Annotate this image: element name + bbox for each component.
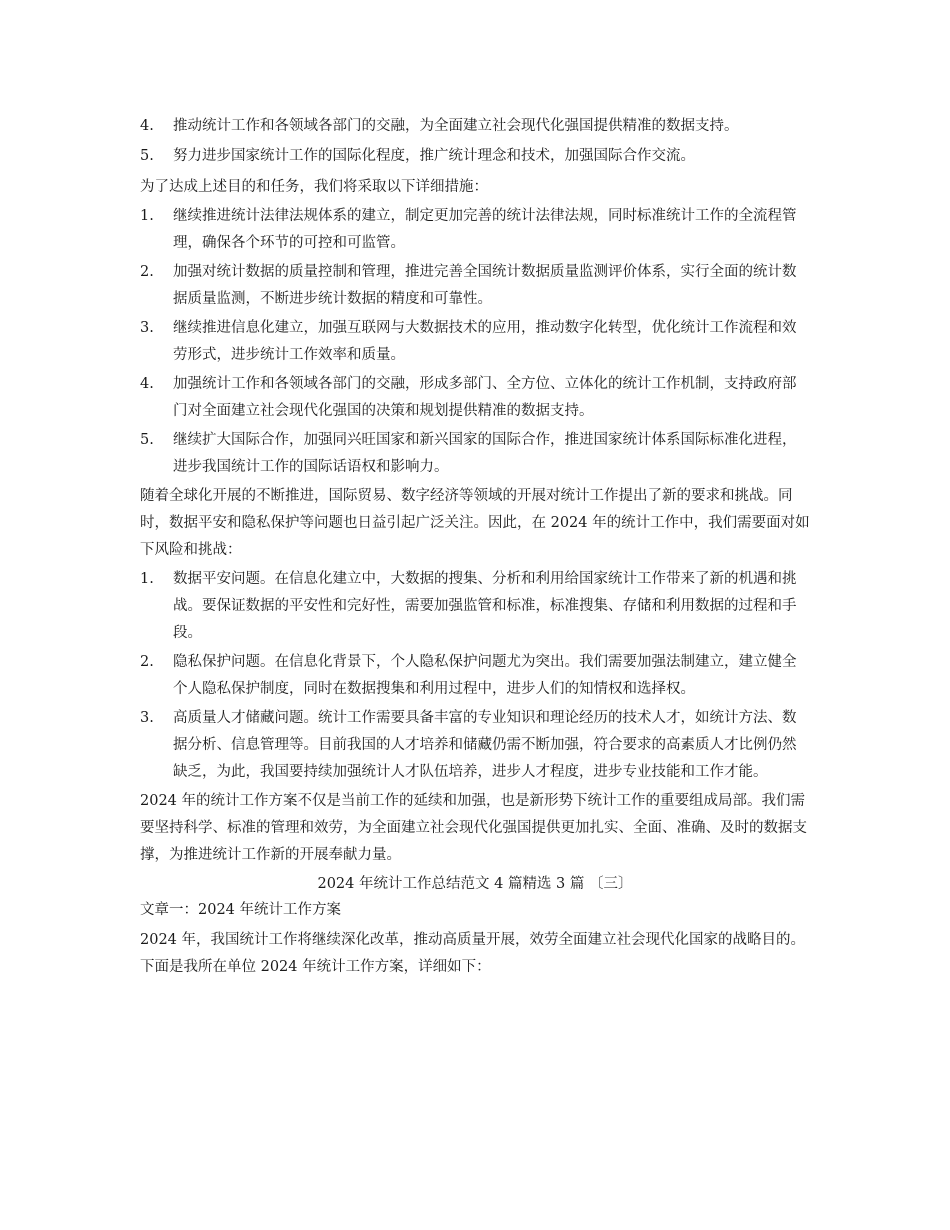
list-number: 1. xyxy=(140,208,154,224)
list-text: 隐私保护问题。在信息化背景下，个人隐私保护问题尤为突出。我们需要加强法制建立，建立健全个人隐私保护制度，同时在数据搜集和利用过程中，进步人们的知情权和选择权。 xyxy=(173,654,797,697)
list-item xyxy=(140,259,810,313)
list-number: 2. xyxy=(140,264,154,280)
list-item xyxy=(140,705,810,786)
list-item xyxy=(140,114,810,138)
paragraph: 随着全球化开展的不断推进，国际贸易、数字经济等领域的开展对统计工作提出了新的要求和挑战。同时，数据平安和隐私保护等问题也日益引起广泛关注。因此，在 2024 年的统计工作中，我们需要面对如下风险和挑战： xyxy=(140,488,810,558)
list-number: 3. xyxy=(140,710,154,726)
section-title: 2024 年统计工作总结范文 4 篇精选 3 篇 〔三〕 xyxy=(317,876,633,892)
list-item xyxy=(140,203,810,257)
list-text: 加强统计工作和各领域各部门的交融，形成多部门、全方位、立体化的统计工作机制，支持政府部门对全面建立社会现代化强国的决策和规划提供精准的数据支持。 xyxy=(173,376,797,419)
document-page xyxy=(140,114,810,983)
list-text: 努力进步国家统计工作的国际化程度，推广统计理念和技术，加强国际合作交流。 xyxy=(173,148,695,164)
list-number: 4. xyxy=(140,376,154,392)
list-item xyxy=(140,315,810,369)
list-number: 2. xyxy=(140,654,154,670)
paragraph: 为了达成上述目的和任务，我们将采取以下详细措施： xyxy=(140,179,488,195)
list-number: 4. xyxy=(140,118,154,134)
list-item xyxy=(140,144,810,168)
list-text: 继续推进信息化建立，加强互联网与大数据技术的应用，推动数字化转型，优化统计工作流程和效劳形式，进步统计工作效率和质量。 xyxy=(173,320,797,363)
list-text: 加强对统计数据的质量控制和管理，推进完善全国统计数据质量监测评价体系，实行全面的统计数据质量监测，不断进步统计数据的精度和可靠性。 xyxy=(173,264,797,307)
article-label: 文章一：2024 年统计工作方案 xyxy=(140,902,342,918)
list-number: 5. xyxy=(140,432,154,448)
list-item xyxy=(140,649,810,703)
list-number: 3. xyxy=(140,320,154,336)
list-item xyxy=(140,427,810,481)
list-text: 高质量人才储藏问题。统计工作需要具备丰富的专业知识和理论经历的技术人才，如统计方法、数据分析、信息管理等。目前我国的人才培养和储藏仍需不断加强，符合要求的高素质人才比例仍然缺乏，为此，我国要持续加强统计人才队伍培养，进步人才程度，进步专业技能和工作才能。 xyxy=(173,710,797,780)
list-number: 1. xyxy=(140,571,154,587)
list-number: 5. xyxy=(140,148,154,164)
paragraph: 2024 年，我国统计工作将继续深化改革，推动高质量开展，效劳全面建立社会现代化国家的战略目的。下面是我所在单位 2024 年统计工作方案，详细如下： xyxy=(140,932,806,975)
list-text: 继续扩大国际合作，加强同兴旺国家和新兴国家的国际合作，推进国家统计体系国际标准化进程，进步我国统计工作的国际话语权和影响力。 xyxy=(173,432,797,475)
list-text: 推动统计工作和各领域各部门的交融，为全面建立社会现代化强国提供精准的数据支持。 xyxy=(173,118,739,134)
list-item xyxy=(140,371,810,425)
list-text: 继续推进统计法律法规体系的建立，制定更加完善的统计法律法规，同时标准统计工作的全流程管理，确保各个环节的可控和可监管。 xyxy=(173,208,797,251)
list-item xyxy=(140,566,810,647)
paragraph: 2024 年的统计工作方案不仅是当前工作的延续和加强，也是新形势下统计工作的重要组成局部。我们需要坚持科学、标准的管理和效劳，为全面建立社会现代化强国提供更加扎实、全面、准确、及时的数据支撑，为推进统计工作新的开展奉献力量。 xyxy=(140,793,807,863)
list-text: 数据平安问题。在信息化建立中，大数据的搜集、分析和利用给国家统计工作带来了新的机遇和挑战。要保证数据的平安性和完好性，需要加强监管和标准，标准搜集、存储和利用数据的过程和手段。 xyxy=(173,571,797,641)
